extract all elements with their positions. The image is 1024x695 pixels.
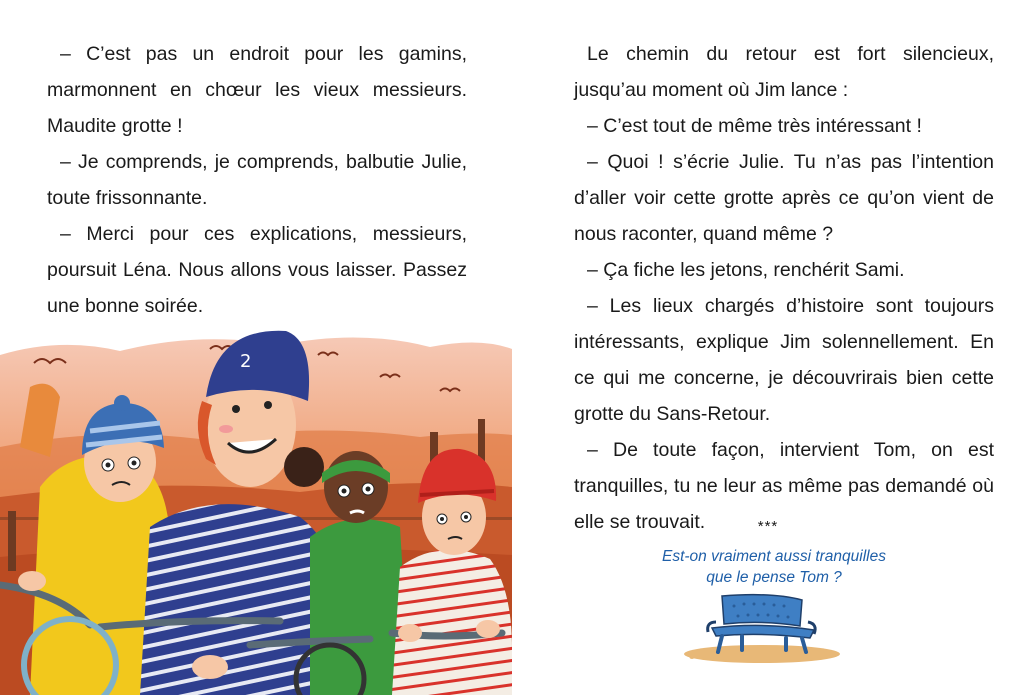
paragraph: – Merci pour ces explications, messieurs, poursuit Léna. Nous allons vous laisser. Passez une bonne soirée. [47,223,467,317]
svg-text:2: 2 [240,351,252,372]
paragraph: Le chemin du retour est fort silencieux, jusqu’au moment où Jim lance : [574,43,994,101]
left-page-text [47,36,467,324]
caption-line: que le pense Tom ? [706,569,842,586]
paragraph: – De toute façon, intervient Tom, on est tranquilles, tu ne leur as même pas demandé où elle se trouvait. [574,439,994,533]
paragraph: – Ça fiche les jetons, renchérit Sami. [587,259,905,281]
paragraph: – Les lieux chargés d’histoire sont toujours intéressants, explique Jim solennellement. En ce qui me concerne, je découvrirais bien cette grotte du Sans-Retour. [574,295,994,425]
right-page-text [574,36,994,540]
paragraph: – C’est tout de même très intéressant ! [587,115,922,137]
paragraph: – Je comprends, je comprends, balbutie Julie, toute frissonnante. [47,151,467,209]
children-on-bicycles-illustration [0,327,512,695]
chapter-teaser-caption [574,546,974,588]
park-bench-icon [682,592,842,664]
paragraph: – C’est pas un endroit pour les gamins, marmonnent en chœur les vieux messieurs. Maudite grotte ! [47,43,467,137]
caption-line: Est-on vraiment aussi tranquilles [662,548,886,565]
right-page [512,0,1024,695]
section-separator: *** [757,518,779,535]
paragraph: – Quoi ! s’écrie Julie. Tu n’as pas l’intention d’aller voir cette grotte après ce qu’on vient de nous raconter, quand même ? [574,151,994,245]
